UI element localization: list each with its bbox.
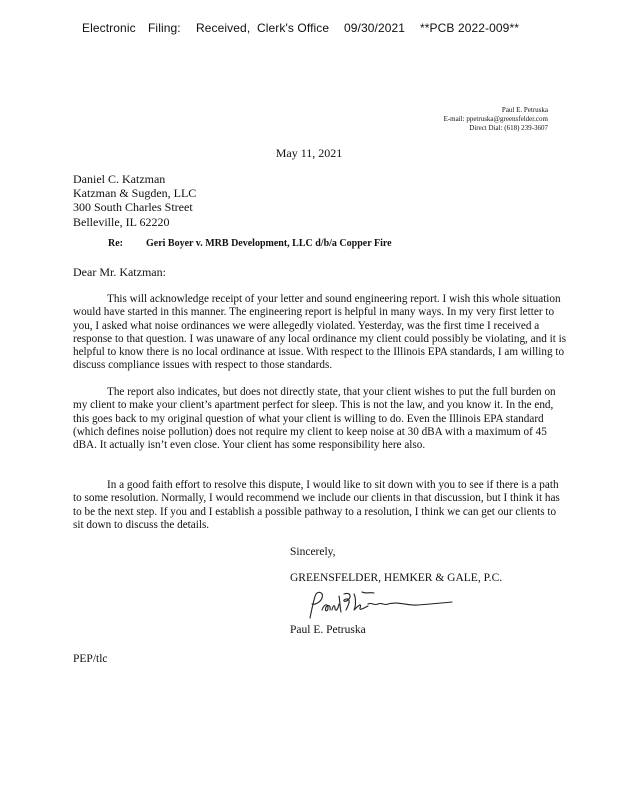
signer-name: Paul E. Petruska — [290, 624, 366, 636]
recipient-address — [73, 172, 196, 229]
sender-name: Paul E. Petruska — [501, 106, 548, 114]
sender-contact-block — [444, 106, 548, 133]
sender-direct-dial: Direct Dial: (618) 239-3607 — [469, 124, 548, 132]
body-paragraph-2: The report also indicates, but does not directly state, that your client wishes to put the full burden on my client to make your client’s apartment perfect for sleep. This is not the law, and you know it. In the end, this goes back to my original question of what your client is willing to do. Even the Illinois EPA standard (which defines noise pollution) does not require my client to keep noise at 30 dBA with a maximum of 45 dBA. It actually isn’t even close. Your client has some responsibility here also. — [73, 386, 556, 452]
recipient-firm: Katzman & Sugden, LLC — [73, 186, 197, 201]
stamp-date: 09/30/2021 — [344, 21, 406, 35]
typist-initials: PEP/tlc — [73, 653, 108, 665]
handwritten-signature — [302, 588, 462, 628]
electronic-filing-stamp — [82, 21, 562, 35]
re-label: Re: — [108, 238, 123, 249]
sender-email: E-mail: ppetruska@greensfelder.com — [443, 115, 548, 123]
re-subject: Geri Boyer v. MRB Development, LLC d/b/a Copper Fire — [146, 238, 392, 249]
closing-block — [290, 545, 502, 585]
valediction: Sincerely, — [290, 546, 336, 558]
body-paragraph-3: In a good faith effort to resolve this dispute, I would like to sit down with you to see if there is a path to some resolution. Normally, I would recommend we include our clients in that discussion, but I think it has to be the next step. If you and I establish a possible pathway to a resolution, I think we can get our clients to sit down to discuss the details. — [73, 479, 560, 531]
stamp-electronic: Electronic — [82, 21, 136, 35]
closing-firm: GREENSFELDER, HEMKER & GALE, P.C. — [290, 572, 503, 584]
re-line — [108, 238, 392, 249]
stamp-filing: Filing: — [148, 21, 181, 35]
stamp-docket: **PCB 2022-009** — [420, 21, 520, 35]
recipient-city: Belleville, IL 62220 — [73, 214, 170, 229]
recipient-name: Daniel C. Katzman — [73, 172, 166, 186]
body-paragraph-1: This will acknowledge receipt of your letter and sound engineering report. I wish this whole situation would have started in this manner. The engineering report is helpful in many ways. In my very first letter to you, I asked what noise ordinances we were allegedly violated. Yesterday, was the first time I received a response to that question. I was unaware of any local ordinance my client could possibly be violating, and it is helpful to know there is no local ordinance at issue. With respect to the Illinois EPA standards, I am willing to discuss compliance issues with respect to those standards. — [73, 293, 567, 372]
salutation: Dear Mr. Katzman: — [73, 265, 166, 279]
letter-date: May 11, 2021 — [275, 146, 343, 160]
stamp-clerks-office: Clerk's Office — [257, 21, 330, 35]
stamp-received: Received, — [196, 21, 251, 35]
recipient-street: 300 South Charles Street — [73, 200, 193, 215]
